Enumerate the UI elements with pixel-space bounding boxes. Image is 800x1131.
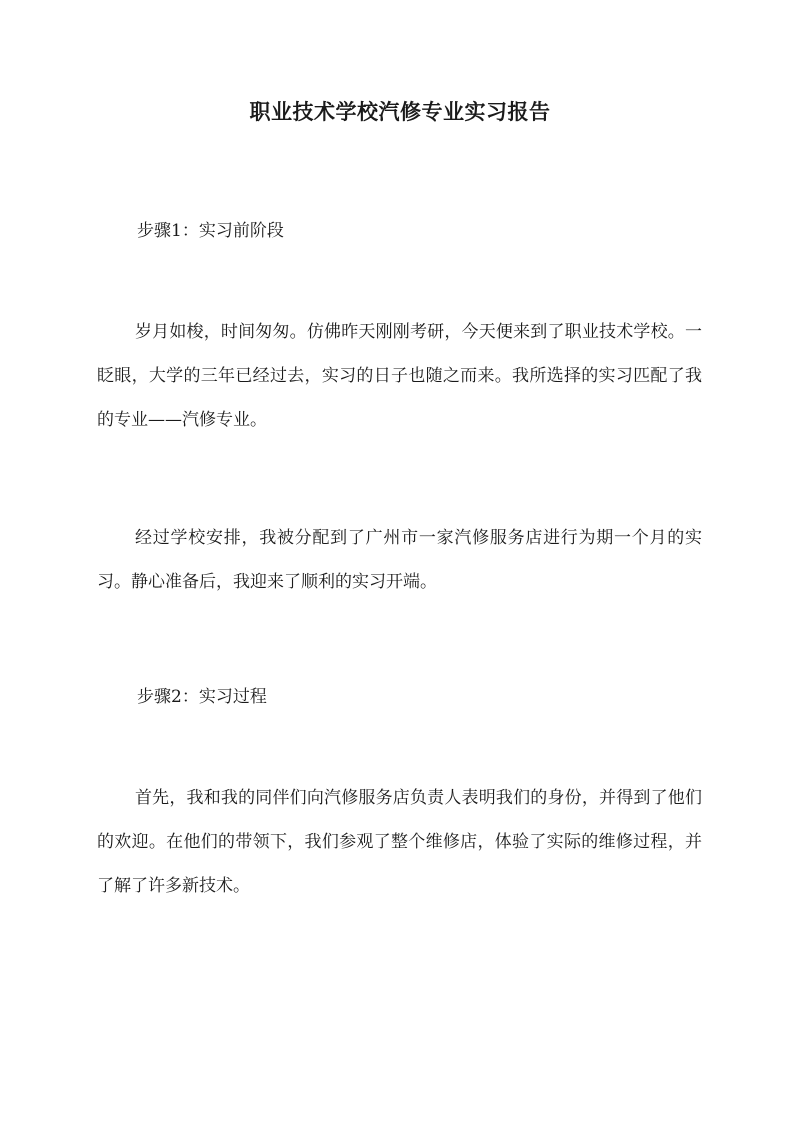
- document-title: 职业技术学校汽修专业实习报告: [249, 99, 551, 124]
- paragraph: 首先，我和我的同伴们向汽修服务店负责人表明我们的身份，并得到了他们的欢迎。在他们的带领下，我们参观了整个维修店，体验了实际的维修过程，并了解了许多新技术。: [97, 788, 702, 896]
- paragraph: 岁月如梭，时间匆匆。仿佛昨天刚刚考研，今天便来到了职业技术学校。一眨眼，大学的三年已经过去，实习的日子也随之而来。我所选择的实习匹配了我的专业——汽修专业。: [97, 322, 702, 430]
- section-heading-step-2: 步骤2：实习过程: [137, 687, 267, 707]
- paragraph: 经过学校安排，我被分配到了广州市一家汽修服务店进行为期一个月的实习。静心准备后，我迎来了顺利的实习开端。: [97, 528, 702, 592]
- section-heading-step-1: 步骤1：实习前阶段: [137, 221, 284, 241]
